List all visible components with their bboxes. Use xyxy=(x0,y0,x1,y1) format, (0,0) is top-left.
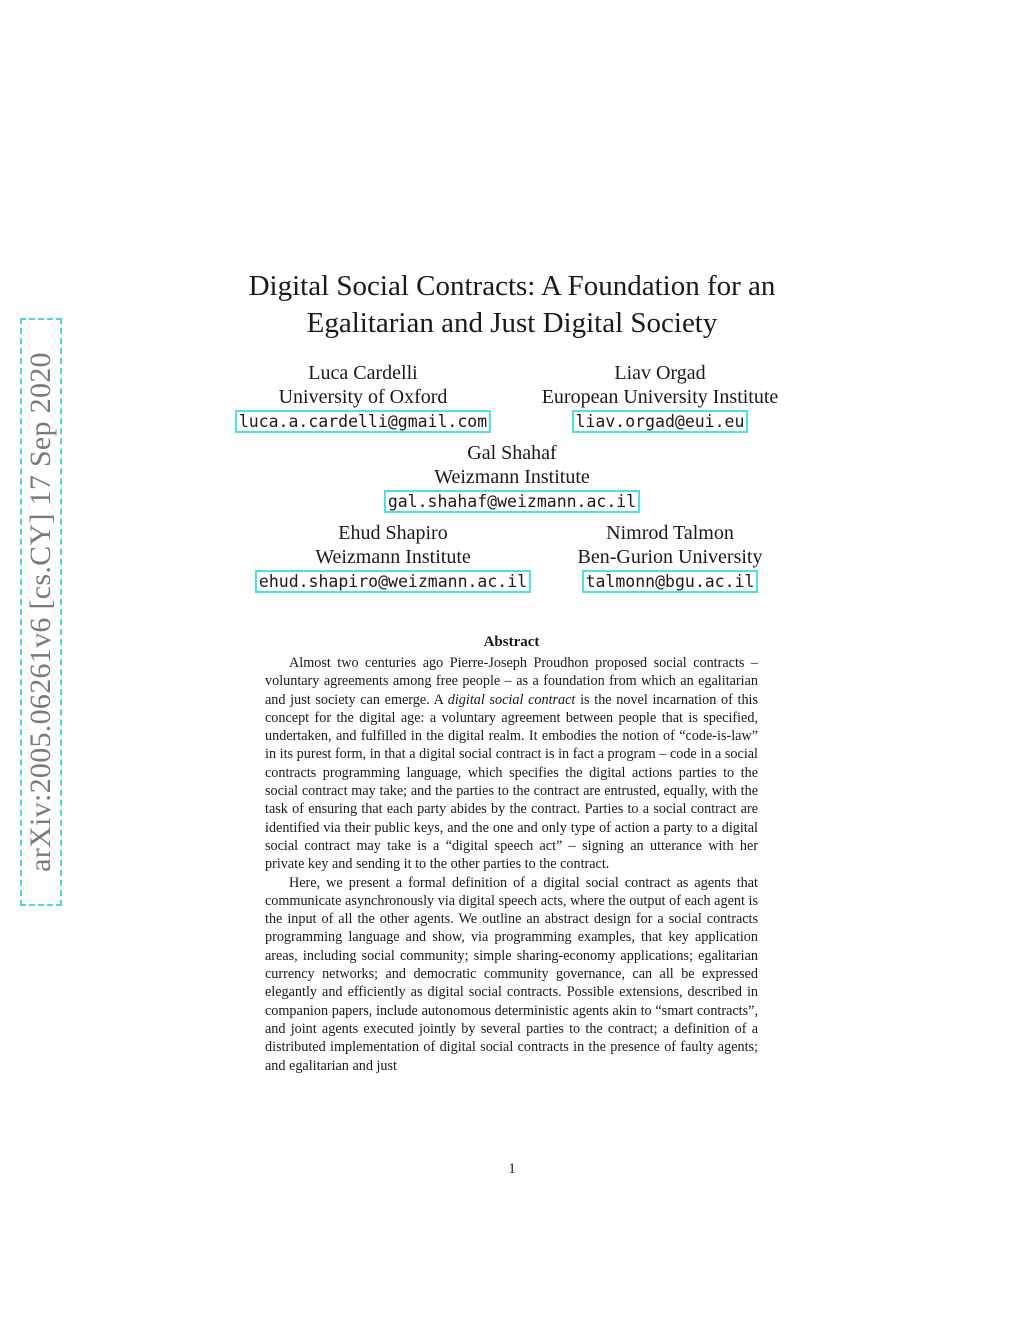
author-email-link[interactable]: liav.orgad@eui.eu xyxy=(572,410,749,433)
author-name: Gal Shahaf xyxy=(467,442,557,464)
title-line-2: Egalitarian and Just Digital Society xyxy=(306,307,718,339)
author-affiliation: European University Institute xyxy=(541,385,779,408)
author-affiliation: University of Oxford xyxy=(278,385,448,408)
abstract-text: is the novel incarnation of this concept for the digital age: a voluntary agreement between people that is specified, undertaken, and fulfilled in the digital realm. It embodies the notion of “code-is-law” in its purest form, in that a digital social contract is in fact a program – code in a social contracts programming language, which specifies the digital actions parties to the social contract may take; and the parties to the contract are entrusted, equally, with the task of ensuring that each party abides by the contract. Parties to a social contract are identified via their public keys, and the one and only type of action a party to a digital social contract may take is a “digital speech act” – signing an utterance with her private key and sending it to the other parties to the contract. xyxy=(265,691,759,873)
abstract-text: Almost two centuries ago Pierre-Joseph Proudhon proposed social contracts – voluntary agreements among free people – as a foundation from which an egalitarian and just society can emerge. A xyxy=(265,655,758,708)
author-email-link[interactable]: gal.shahaf@weizmann.ac.il xyxy=(384,490,640,513)
author-block xyxy=(223,362,503,434)
author-block xyxy=(243,522,543,594)
abstract-paragraph-1 xyxy=(265,654,758,874)
abstract-heading: Abstract xyxy=(483,634,540,650)
author-name: Luca Cardelli xyxy=(308,362,418,384)
arxiv-identifier: arXiv:2005.06261v6 [cs.CY] 17 Sep 2020 xyxy=(24,352,57,872)
author-block xyxy=(362,442,662,514)
author-name: Liav Orgad xyxy=(614,362,706,384)
author-name: Ehud Shapiro xyxy=(338,522,448,544)
author-block xyxy=(520,362,800,434)
abstract-paragraph-2: Here, we present a formal definition of a digital social contract as agents that communicate asynchronously via digital speech acts, where the output of each agent is the input of all the other agents. We outline an abstract design for a social contracts programming language and show, via programming examples, that key application areas, including social community; simple sharing-economy applications; egalitarian currency networks; and democratic community governance, can all be expressed elegantly and efficiently as digital social contracts. Possible extensions, described in companion papers, include autonomous deterministic agents akin to “smart contracts”, and joint agents executed jointly by several parties to the contract; a definition of a distributed implementation of digital social contracts in the presence of faulty agents; and egalitarian and just xyxy=(265,874,758,1074)
arxiv-stamp[interactable] xyxy=(20,318,62,906)
abstract-body xyxy=(265,654,758,1075)
page-number: 1 xyxy=(508,1161,516,1177)
author-name: Nimrod Talmon xyxy=(606,522,734,544)
paper-title xyxy=(200,268,824,342)
abstract-emphasis: digital social contract xyxy=(447,691,576,708)
author-email-link[interactable]: ehud.shapiro@weizmann.ac.il xyxy=(255,570,531,593)
author-block xyxy=(520,522,820,594)
author-affiliation: Ben-Gurion University xyxy=(577,545,763,568)
author-affiliation: Weizmann Institute xyxy=(315,545,471,568)
title-line-1: Digital Social Contracts: A Foundation for an xyxy=(248,270,776,302)
author-email-link[interactable]: luca.a.cardelli@gmail.com xyxy=(235,410,491,433)
author-affiliation: Weizmann Institute xyxy=(434,465,590,488)
author-email-link[interactable]: talmonn@bgu.ac.il xyxy=(582,570,759,593)
